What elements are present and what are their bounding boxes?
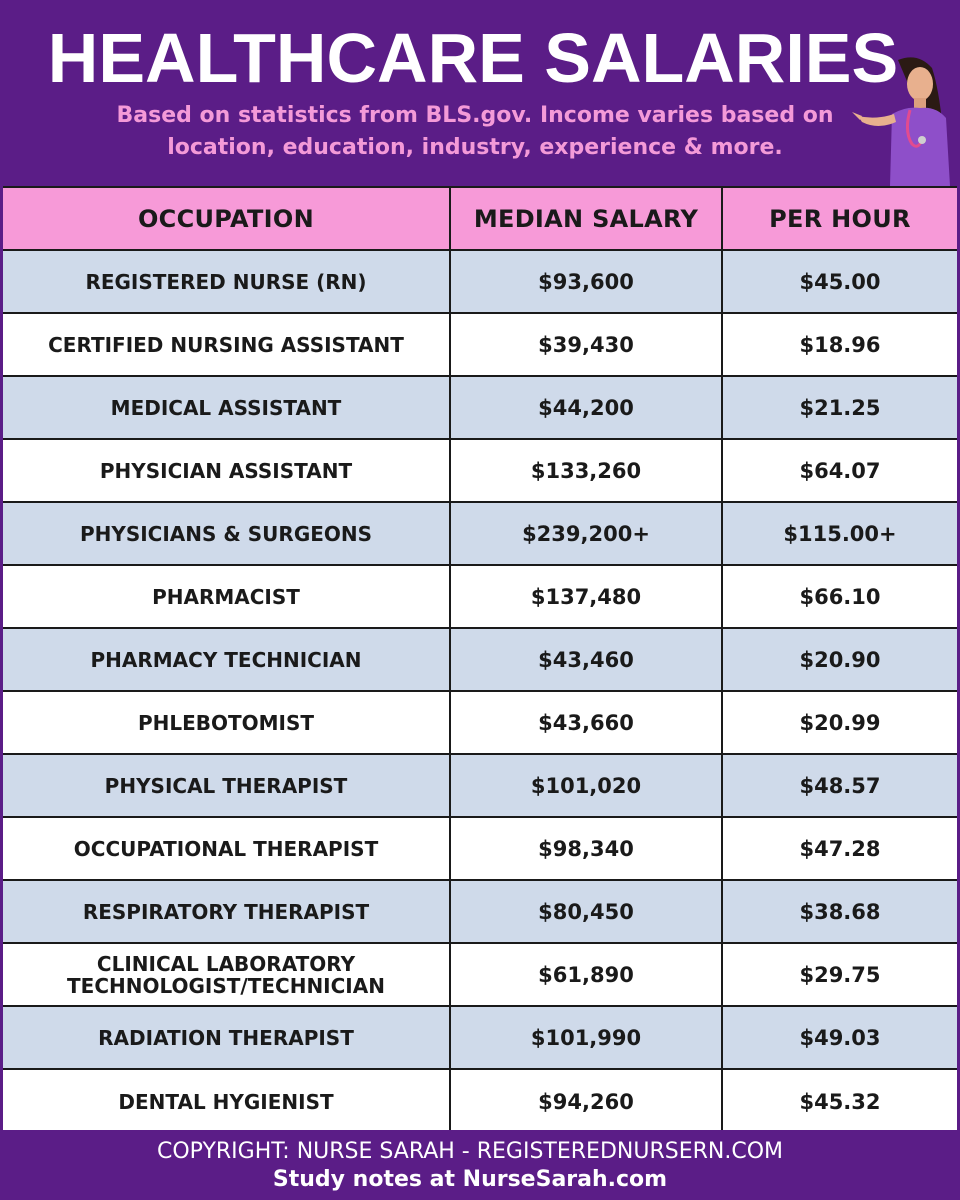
median-salary-cell: $80,450 <box>449 881 721 942</box>
per-hour-cell: $20.90 <box>721 629 957 690</box>
per-hour-cell: $45.32 <box>721 1070 957 1133</box>
salary-table <box>3 186 957 1133</box>
subtitle-line-2: location, education, industry, experience & more. <box>167 135 783 160</box>
per-hour-cell: $48.57 <box>721 755 957 816</box>
median-salary-cell: $43,660 <box>449 692 721 753</box>
median-salary-cell: $133,260 <box>449 440 721 501</box>
median-salary-cell: $61,890 <box>449 944 721 1005</box>
median-salary-cell: $93,600 <box>449 251 721 312</box>
table-row <box>3 755 957 818</box>
column-header-occupation: OCCUPATION <box>137 204 314 233</box>
per-hour-cell: $38.68 <box>721 881 957 942</box>
table-row <box>3 629 957 692</box>
occupation-cell: OCCUPATIONAL THERAPIST <box>73 836 379 861</box>
per-hour-cell: $115.00+ <box>721 503 957 564</box>
per-hour-cell: $29.75 <box>721 944 957 1005</box>
occupation-cell: PHARMACIST <box>152 584 300 609</box>
table-row <box>3 1007 957 1070</box>
median-salary-cell: $239,200+ <box>449 503 721 564</box>
per-hour-cell: $64.07 <box>721 440 957 501</box>
study-notes-text: Study notes at NurseSarah.com <box>272 1167 668 1192</box>
median-salary-cell: $39,430 <box>449 314 721 375</box>
per-hour-cell: $18.96 <box>721 314 957 375</box>
table-header-row <box>3 188 957 251</box>
median-salary-cell: $44,200 <box>449 377 721 438</box>
per-hour-cell: $20.99 <box>721 692 957 753</box>
table-row <box>3 377 957 440</box>
table-row <box>3 692 957 755</box>
per-hour-cell: $21.25 <box>721 377 957 438</box>
table-row <box>3 314 957 377</box>
occupation-cell: REGISTERED NURSE (RN) <box>85 269 367 294</box>
table-row <box>3 566 957 629</box>
table-row <box>3 818 957 881</box>
footer <box>0 1130 960 1200</box>
occupation-cell: CLINICAL LABORATORY TECHNOLOGIST/TECHNICIAN <box>67 951 385 998</box>
per-hour-cell: $47.28 <box>721 818 957 879</box>
occupation-cell: RADIATION THERAPIST <box>98 1025 354 1050</box>
table-row <box>3 503 957 566</box>
per-hour-cell: $49.03 <box>721 1007 957 1068</box>
per-hour-cell: $66.10 <box>721 566 957 627</box>
occupation-cell: PHYSICAL THERAPIST <box>104 773 348 798</box>
page-title: HEALTHCARE SALARIES <box>47 19 899 97</box>
table-row <box>3 251 957 314</box>
occupation-cell: RESPIRATORY THERAPIST <box>82 899 370 924</box>
table-row <box>3 1070 957 1133</box>
occupation-cell: PHYSICIAN ASSISTANT <box>99 458 353 483</box>
table-row <box>3 440 957 503</box>
occupation-cell: PHLEBOTOMIST <box>137 710 315 735</box>
subtitle <box>60 100 890 164</box>
copyright-text: COPYRIGHT: NURSE SARAH - REGISTEREDNURSERN.COM <box>157 1139 783 1164</box>
median-salary-cell: $98,340 <box>449 818 721 879</box>
column-header-median-salary: MEDIAN SALARY <box>449 188 721 249</box>
occupation-cell: MEDICAL ASSISTANT <box>110 395 342 420</box>
occupation-cell: PHYSICIANS & SURGEONS <box>79 521 373 546</box>
occupation-cell: CERTIFIED NURSING ASSISTANT <box>48 332 404 357</box>
median-salary-cell: $101,020 <box>449 755 721 816</box>
per-hour-cell: $45.00 <box>721 251 957 312</box>
occupation-cell: DENTAL HYGIENIST <box>118 1089 334 1114</box>
median-salary-cell: $94,260 <box>449 1070 721 1133</box>
table-row <box>3 881 957 944</box>
median-salary-cell: $137,480 <box>449 566 721 627</box>
subtitle-line-1: Based on statistics from BLS.gov. Income varies based on <box>116 103 834 128</box>
median-salary-cell: $101,990 <box>449 1007 721 1068</box>
column-header-per-hour: PER HOUR <box>721 188 957 249</box>
occupation-cell: PHARMACY TECHNICIAN <box>90 647 362 672</box>
median-salary-cell: $43,460 <box>449 629 721 690</box>
nurse-portrait-icon <box>848 52 960 186</box>
header <box>0 0 960 186</box>
table-row <box>3 944 957 1007</box>
